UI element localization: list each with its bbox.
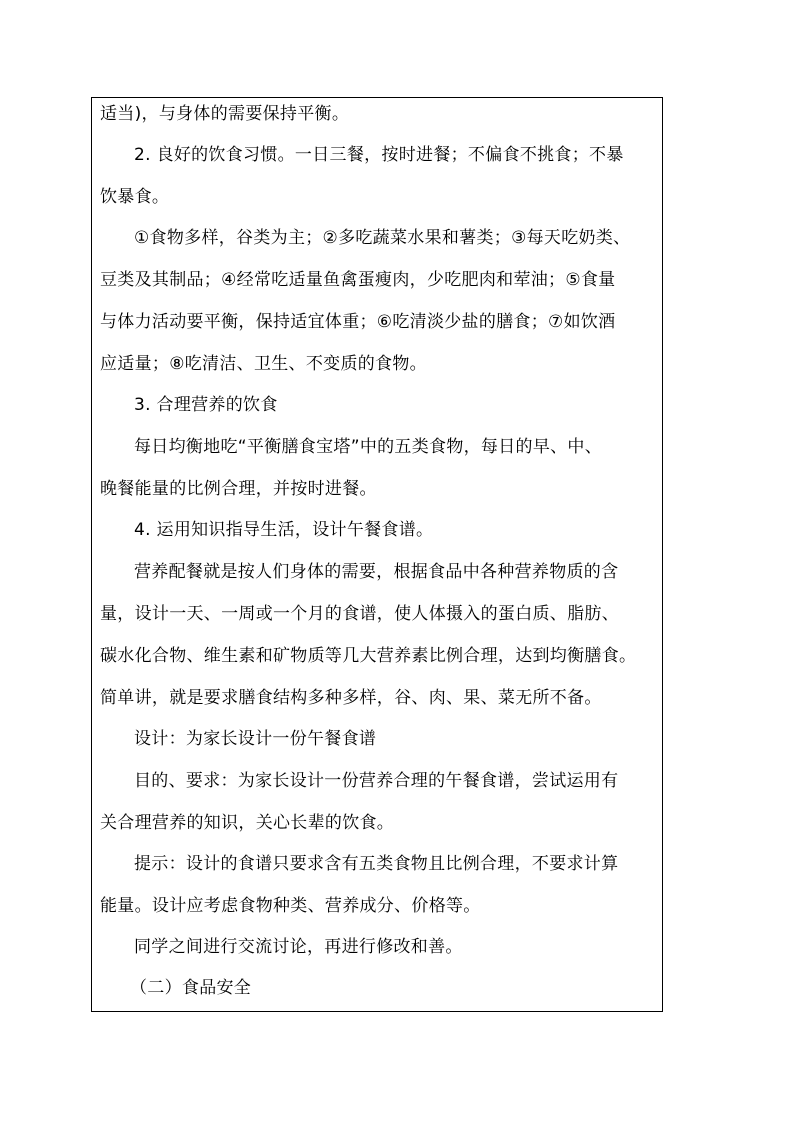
- text-line: 应适量；⑧吃清洁、卫生、不变质的食物。: [100, 354, 427, 374]
- text-line: 简单讲，就是要求膳食结构多种多样，谷、肉、果、菜无所不备。: [100, 688, 602, 708]
- text-line: 提示：设计的食谱只要求含有五类食物且比例合理，不要求计算: [134, 854, 619, 874]
- text-line: 豆类及其制品；④经常吃适量鱼禽蛋瘦肉，少吃肥肉和荤油；⑤食量: [100, 270, 616, 290]
- text-line: 关合理营养的知识，关心长辈的饮食。: [100, 813, 395, 833]
- text-line: 与体力活动要平衡，保持适宜体重；⑥吃清淡少盐的膳食；⑦如饮酒: [100, 312, 616, 332]
- document-frame: [91, 97, 663, 1012]
- text-line: 设计：为家长设计一份午餐食谱: [134, 729, 377, 749]
- text-line: 饮暴食。: [100, 187, 170, 207]
- text-line: 碳水化合物、维生素和矿物质等几大营养素比例合理，达到均衡膳食。: [100, 646, 637, 666]
- section-heading-4: 4. 运用知识指导生活，设计午餐食谱。: [134, 520, 434, 540]
- text-line: 目的、要求：为家长设计一份营养合理的午餐食谱，尝试运用有: [134, 771, 619, 791]
- text-line: 适当)，与身体的需要保持平衡。: [100, 104, 350, 124]
- section-heading-2: 2. 良好的饮食习惯。一日三餐，按时进餐；不偏食不挑食；不暴: [134, 145, 624, 165]
- text-line: 营养配餐就是按人们身体的需要，根据食品中各种营养物质的含: [134, 562, 619, 582]
- section-heading-3: 3. 合理营养的饮食: [134, 395, 278, 415]
- text-line: 每日均衡地吃“平衡膳食宝塔”中的五类食物，每日的早、中、: [134, 437, 603, 457]
- text-line: 同学之间进行交流讨论，再进行修改和善。: [134, 937, 463, 957]
- text-line: 晚餐能量的比例合理，并按时进餐。: [100, 479, 377, 499]
- text-line: 能量。设计应考虑食物种类、营养成分、价格等。: [100, 896, 481, 916]
- document-body: [100, 104, 656, 998]
- text-line: ①食物多样，谷类为主；②多吃蔬菜水果和薯类；③每天吃奶类、: [134, 228, 631, 248]
- section-heading-food-safety: （二）食品安全: [130, 978, 252, 998]
- text-line: 量，设计一天、一周或一个月的食谱，使人体摄入的蛋白质、脂肪、: [100, 604, 619, 624]
